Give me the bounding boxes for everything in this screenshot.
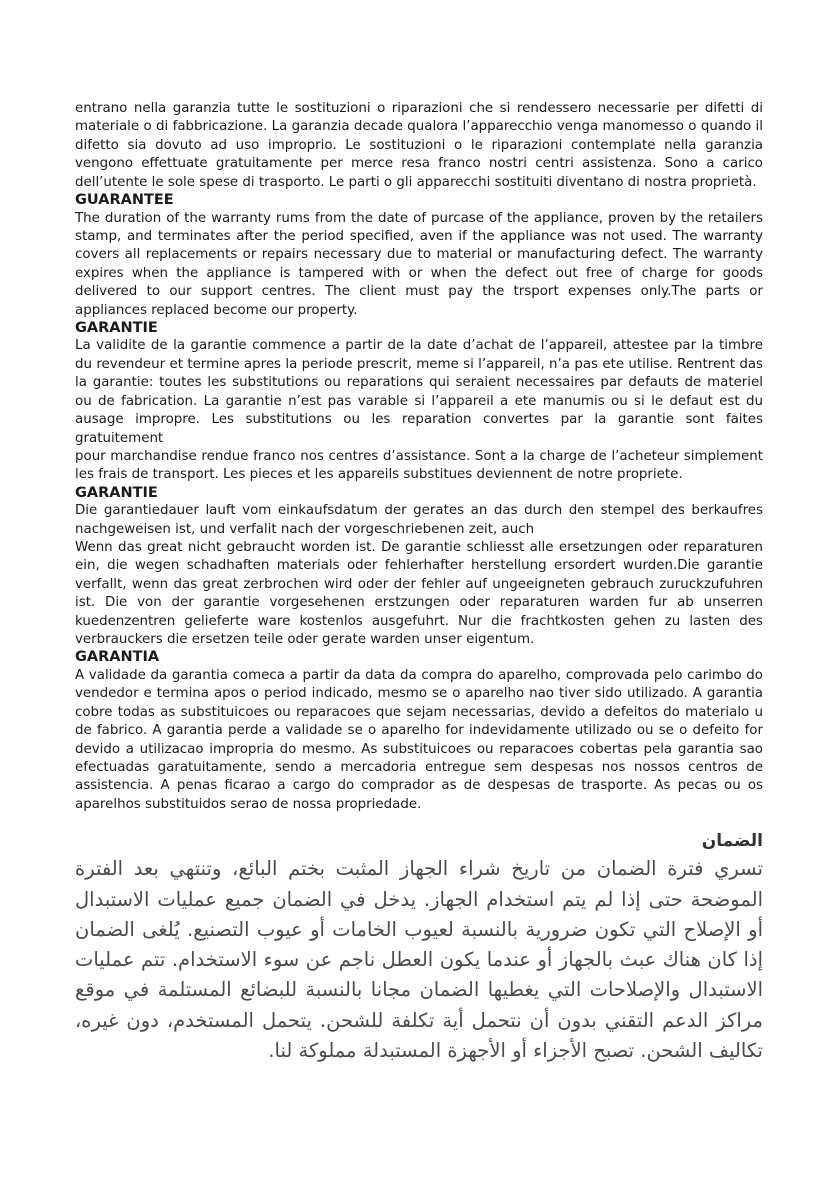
french-heading: GARANTIE: [75, 319, 158, 336]
italian-section: [75, 100, 763, 192]
german-heading: GARANTIE: [75, 484, 158, 501]
german-section: [75, 485, 763, 650]
english-warranty-text: The duration of the warranty rums from the date of purcase of the appliance, proven by the retailers stamp, and terminates after the period specified, aven if the appliance was not used. The warranty covers all replacements or repairs necessary due to material or manufacturing defect. The warranty expires when the appliance is tampered with or when the defect out free of charge for goods delivered to our support centres. The client must pay the trsport expenses only.The parts or appliances replaced become our property.: [75, 210, 763, 318]
portuguese-section: [75, 649, 763, 814]
french-warranty-text-1: La validite de la garantie commence a partir de la date d’achat de l’appareil, attestee par la timbre du revendeur et termine apres la periode prescrit, meme si l’appareil, n’a pas ete utilise. Rentrent das la garantie: toutes les substitutions ou reparations qui seraient necessaires par defauts de materiel ou de fabrication. La garantie n’est pas varable si l’appareil a ete manumis ou si le defaut est du ausage impropre. Les substitutions ou les reparation convertes par la garantie sont faites gratuitement: [75, 338, 763, 446]
arabic-heading: الضمان: [701, 831, 763, 852]
german-warranty-text-2: Wenn das great nicht gebraucht worden ist. De garantie schliesst alle ersetzungen oder reparaturen ein, die wegen schadhaften materials oder fehlerhafter herstellung ersordert wurden.Die garantie verfallt, wenn das great zerbrochen wird oder der fehler auf ungeeigneten gebrauch zuruckzufuhren ist. Die von der garantie vorgesehenen erstzungen oder reparaturen warden fur ab unserren kuedenzentren gelieferte ware kostenlos ausgefuhrt. Nur die frachtkosten gehen zu lasten des verbrauckers die ersetzen teile oder gerate warden unser eigentum.: [75, 540, 763, 648]
french-warranty-text-2: pour marchandise rendue franco nos centres d’assistance. Sont a la charge de l’acheteur simplement les frais de transport. Les pieces et les appareils substitues deviennent de notre propriete.: [75, 448, 763, 483]
portuguese-warranty-text: A validade da garantia comeca a partir da data da compra do aparelho, comprovada pelo carimbo do vendedor e termina apos o period indicado, mesmo se o aparelho nao tiver sido utilizado. A garantia cobre todas as substituicoes ou reparacoes que sejam necessarias, devido a defeitos do materialo u de fabrico. A garantia perde a validade se o aparelho for indevidamente utilizado ou se o defeito for devido a utilizacao impropria do mesmo. As substituicoes ou reparacoes cobertas pela garantia sao efectuadas garatuitamente, sendo a mercadoria entregue sem despesas nos nossos centros de assistencia. A penas ficarao a cargo do comprador as de despesas de trasporte. As pecas ou os aparelhos substituidos serao de nossa propriedade.: [75, 667, 763, 812]
english-section: [75, 192, 763, 320]
arabic-section: [75, 828, 763, 1066]
italian-warranty-text: entrano nella garanzia tutte le sostituzioni o riparazioni che si rendessero necessarie per difetti di materiale o di fabbricazione. La garanzia decade qualora l’apparecchio venga manomesso o quando il difetto sia dovuto ad uso improprio. Le sostituzioni o le riparazioni contemplate nella garanzia vengono effettuate gratuitamente per merce resa franco nostri centri assistenza. Sono a carico dell’utente le sole spese di trasporto. Le parti o gli apparecchi sostituiti diventano di nostra proprietà.: [75, 101, 763, 190]
german-warranty-text-1: Die garantiedauer lauft vom einkaufsdatum der gerates an das durch den stempel des berkaufres nachgeweisen ist, und verfalit nach der vorgeschriebenen zeit, auch: [75, 503, 763, 537]
portuguese-heading: GARANTIA: [75, 649, 160, 666]
english-heading: GUARANTEE: [75, 192, 174, 209]
french-section: [75, 320, 763, 485]
arabic-warranty-text: تسري فترة الضمان من تاريخ شراء الجهاز المثبت بختم البائع، وتنتهي بعد الفترة الموضحة حتى إذا لم يتم استخدام الجهاز. يدخل في الضمان جميع عمليات الاستبدال أو الإصلاح التي تكون ضرورية بالنسبة لعيوب الخامات أو عيوب التصنيع. يُلغى الضمان إذا كان هناك عبث بالجهاز أو عندما يكون العطل ناجم عن سوء الاستخدام. تتم عمليات الاستبدال والإصلاحات التي يغطيها الضمان مجانا بالنسبة للبضائع المستلمة في موقع مراكز الدعم التقني بدون أن نتحمل أية تكلفة للشحن. يتحمل المستخدم، دون غيره، تكاليف الشحن. تصبح الأجزاء أو الأجهزة المستبدلة مملوكة لنا.: [75, 857, 763, 1062]
